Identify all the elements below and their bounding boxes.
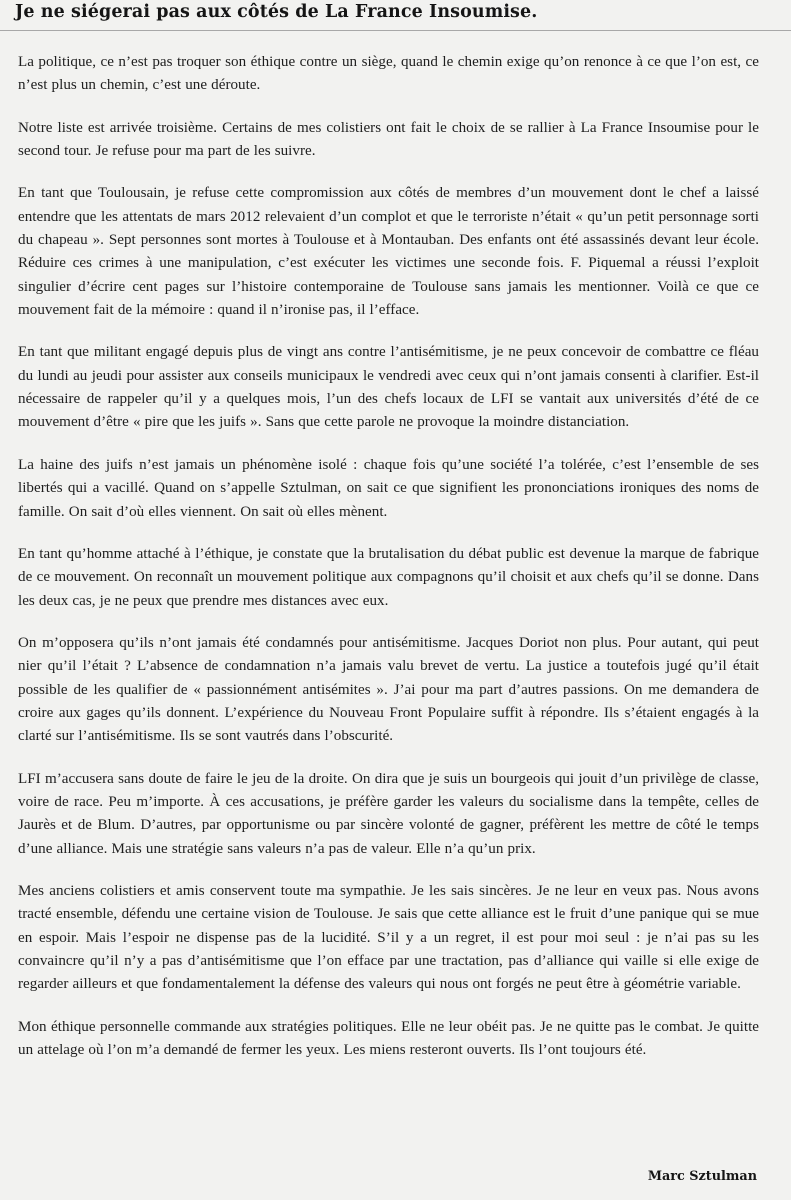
paragraph-5: La haine des juifs n’est jamais un phénomène isolé : chaque fois qu’une société l’a tolérée, c’est l’ensemble de ses libertés qui a vacillé. Quand on s’appelle Sztulman, on sait ce que signifient les prononciations ironiques des noms de famille. On sait d’où elles viennent. On sait où elles mènent. (18, 456, 759, 520)
paragraph-7: On m’opposera qu’ils n’ont jamais été condamnés pour antisémitisme. Jacques Doriot non plus. Pour autant, qui peut nier qu’il l’était ? L’absence de condamnation n’a jamais valu brevet de vertu. La justice a toutefois jugé qu’il était possible de les qualifier de « passionnément antisémites ». J’ai pour ma part d’autres passions. On me demandera de croire aux gages qu’ils donnent. L’expérience du Nouveau Front Populaire suffit à répondre. Ils s’étaient engagés à la clarté sur l’antisémitisme. Ils se sont vautrés dans l’obscurité. (18, 634, 759, 745)
document-body (18, 51, 759, 1081)
author-signature: Marc Sztulman (647, 1169, 757, 1184)
paragraph-3: En tant que Toulousain, je refuse cette compromission aux côtés de membres d’un mouvement dont le chef a laissé entendre que les attentats de mars 2012 relevaient d’un complot et que le terroriste n’était « qu’un petit personnage sorti du chapeau ». Sept personnes sont mortes à Toulouse et à Montauban. Des enfants ont été assassinés devant leur école. Réduire ces crimes à une manipulation, c’est exécuter les victimes une seconde fois. F. Piquemal a réussi l’exploit singulier d’écrire cent pages sur l’histoire contemporaine de Toulouse sans jamais les mentionner. Voilà ce que ce mouvement fait de la mémoire : quand il n’ironise pas, il l’efface. (18, 185, 759, 319)
title-divider (0, 30, 791, 31)
paragraph-8: LFI m’accusera sans doute de faire le jeu de la droite. On dira que je suis un bourgeois qui jouit d’un privilège de classe, voire de race. Peu m’importe. À ces accusations, je préfère garder les valeurs du socialisme dans la tempête, celles de Jaurès et de Blum. D’autres, par opportunisme ou par sincère volonté de gagner, préfèrent les mettre de côté le temps d’une alliance. Mais une stratégie sans valeurs n’a pas de valeur. Elle n’a qu’un prix. (18, 770, 759, 857)
paragraph-10: Mon éthique personnelle commande aux stratégies politiques. Elle ne leur obéit pas. Je ne quitte pas le combat. Je quitte un attelage où l’on m’a demandé de fermer les yeux. Les miens resteront ouverts. Ils l’ont toujours été. (18, 1018, 759, 1059)
paragraph-2: Notre liste est arrivée troisième. Certains de mes colistiers ont fait le choix de se rallier à La France Insoumise pour le second tour. Je refuse pour ma part de les suivre. (18, 119, 759, 160)
paragraph-4: En tant que militant engagé depuis plus de vingt ans contre l’antisémitisme, je ne peux concevoir de combattre ce fléau du lundi au jeudi pour assister aux conseils municipaux le vendredi avec ceux qui n’ont jamais consenti à clarifier. Est-il nécessaire de rappeler qu’il y a quelques mois, l’un des chefs locaux de LFI se vantait aux universités d’été de ce mouvement d’être « pire que les juifs ». Sans que cette parole ne provoque la moindre distanciation. (18, 344, 759, 431)
document-title: Je ne siégerai pas aux côtés de La France Insoumise. (15, 2, 538, 22)
paragraph-9: Mes anciens colistiers et amis conservent toute ma sympathie. Je les sais sincères. Je ne leur en veux pas. Nous avons tracté ensemble, défendu une certaine vision de Toulouse. Je sais que cette alliance est le fruit d’une panique qui se mue en espoir. Mais l’espoir ne dispense pas de la lucidité. S’il y a un regret, il est pour moi seul : je n’ai pas su les convaincre qu’il n’y a pas d’antisémitisme que l’on efface par une tractation, pas d’alliance qui vaille si elle exige de regarder ailleurs et que fondamentalement la défense des valeurs qui nous ont forgés ne peut être à géométrie variable. (18, 882, 759, 993)
paragraph-1: La politique, ce n’est pas troquer son éthique contre un siège, quand le chemin exige qu’on renonce à ce que l’on est, ce n’est plus un chemin, c’est une déroute. (18, 54, 759, 94)
paragraph-6: En tant qu’homme attaché à l’éthique, je constate que la brutalisation du débat public est devenue la marque de fabrique de ce mouvement. On reconnaît un mouvement politique aux compagnons qu’il choisit et aux chefs qu’il se donne. Dans les deux cas, je ne peux que prendre mes distances avec eux. (18, 545, 759, 609)
